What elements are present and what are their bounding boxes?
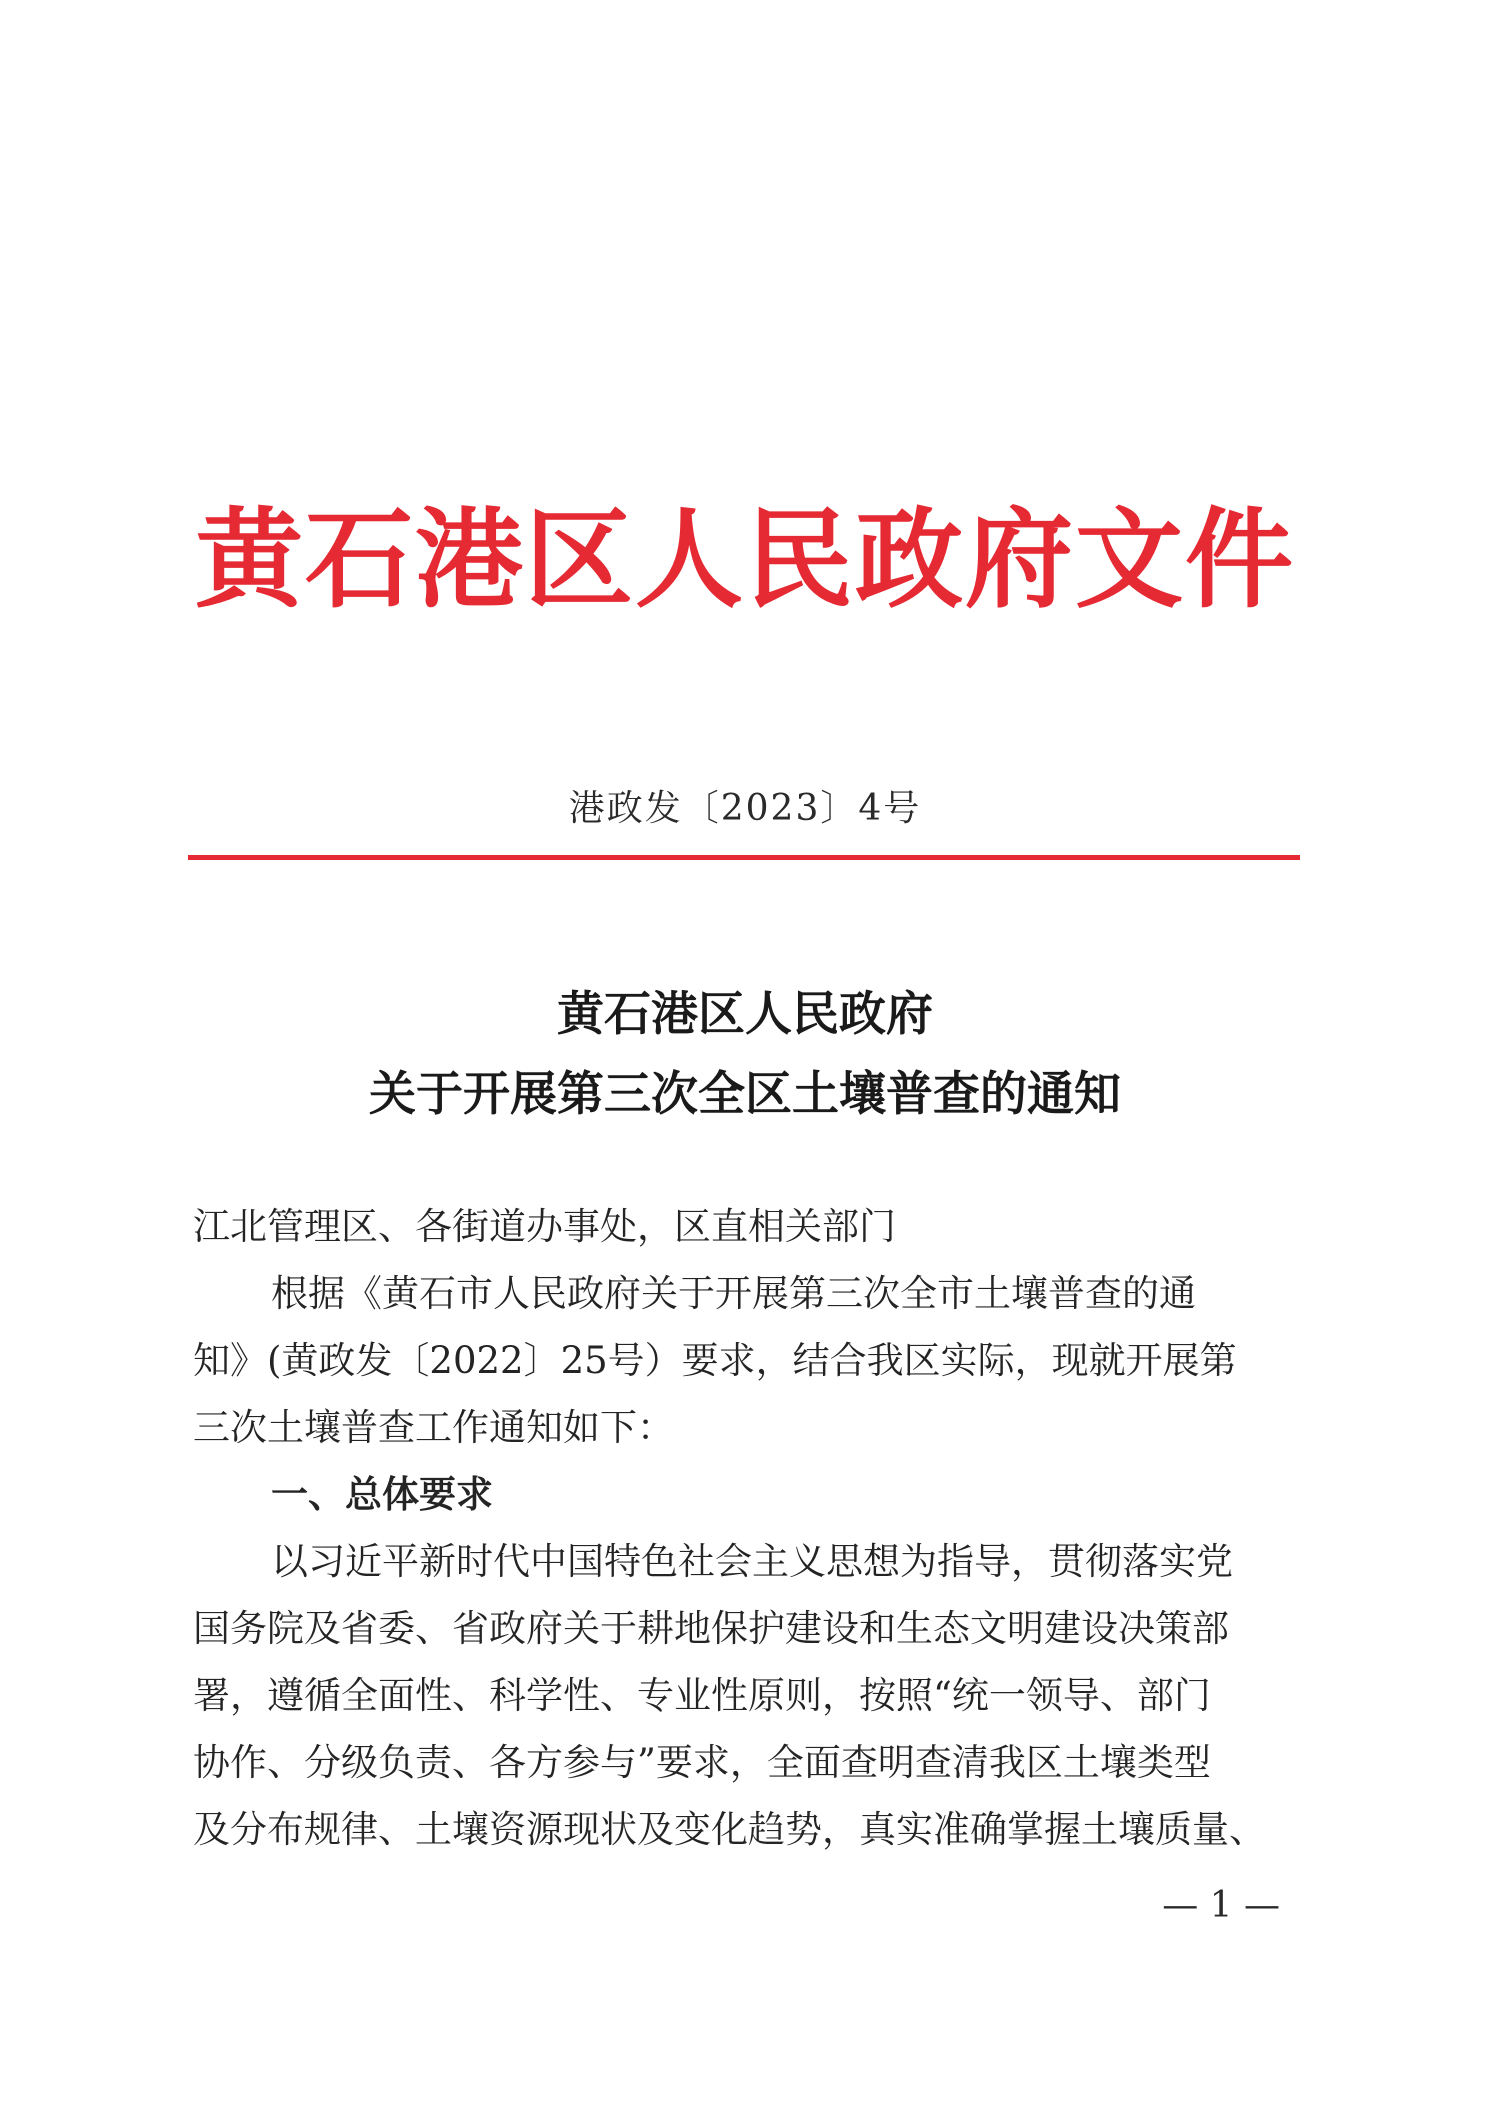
notice-body (193, 1193, 1303, 1863)
paragraph-2-line-2: 国务院及省委、省政府关于耕地保护建设和生态文明建设决策部 (193, 1607, 1229, 1650)
paragraph-2-line-4: 协作、分级负责、各方参与”要求，全面查明查清我区土壤类型 (193, 1741, 1211, 1784)
red-header-title: 黄石港区人民政府文件 (194, 497, 1295, 623)
paragraph-2-line-3: 署，遵循全面性、科学性、专业性原则，按照“统一领导、部门 (193, 1674, 1211, 1717)
red-divider-line (188, 855, 1300, 860)
notice-title-line-1: 黄石港区人民政府 (557, 987, 933, 1042)
document-number: 港政发〔2023〕4号 (568, 788, 922, 829)
notice-title-line-2: 关于开展第三次全区土壤普查的通知 (369, 1067, 1121, 1122)
paragraph-1-line-3: 三次土壤普查工作通知如下： (193, 1406, 674, 1449)
paragraph-2-line-1: 以习近平新时代中国特色社会主义思想为指导，贯彻落实党 (271, 1540, 1233, 1583)
paragraph-2-line-5: 及分布规律、土壤资源现状及变化趋势，真实准确掌握土壤质量、 (193, 1808, 1266, 1851)
notice-title (190, 975, 1300, 1135)
page-number: — 1 — (1162, 1885, 1280, 1926)
paragraph-1-line-1: 根据《黄石市人民政府关于开展第三次全市土壤普查的通 (271, 1272, 1196, 1315)
paragraph-1-line-2: 知》(黄政发〔2022〕25号）要求，结合我区实际，现就开展第 (193, 1339, 1237, 1382)
section-heading-general-requirements: 一、总体要求 (271, 1473, 493, 1516)
addressee: 江北管理区、各街道办事处，区直相关部门 (193, 1205, 896, 1248)
